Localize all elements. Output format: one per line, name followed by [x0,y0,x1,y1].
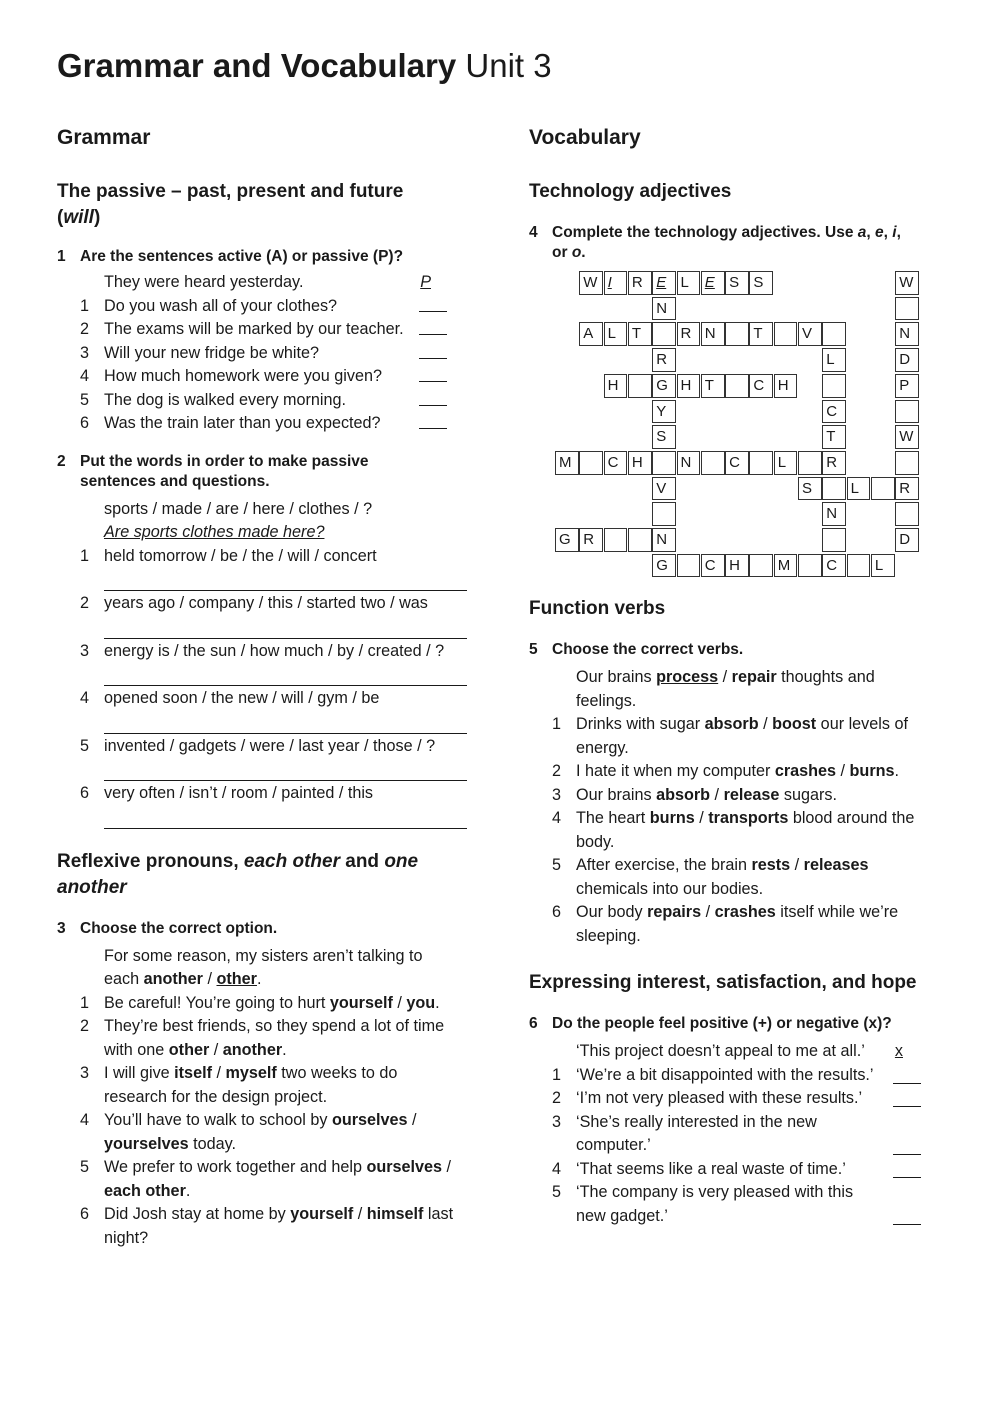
crossword-cell[interactable]: H [677,374,701,398]
exercise-1-list [57,271,447,436]
exercise-5-item: 4 The heart burns / transports blood around the body. [552,809,915,851]
crossword-cell[interactable]: I [604,271,628,295]
exercise-6-item: 3 ‘She’s really interested in the new computer.’ [529,1111,921,1158]
answer-blank[interactable] [893,1161,921,1178]
crossword-cell[interactable] [798,451,822,475]
exercise-5-item: 1 Drinks with sugar absorb / boost our levels of energy. [552,715,908,757]
option-2[interactable]: burns [849,762,895,780]
crossword-cell[interactable]: G [652,554,676,578]
crossword-cell[interactable]: A [579,322,603,346]
crossword-cell[interactable] [628,374,652,398]
example-answer: P [420,273,431,291]
exercise-3-item: 1 Be careful! You’re going to hurt yourself / you. [80,993,440,1012]
crossword-cell[interactable]: S [749,271,773,295]
crossword-cell[interactable]: R [677,322,701,346]
crossword-cell[interactable]: S [725,271,749,295]
crossword-cell[interactable]: W [895,425,919,449]
exercise-6-item: 4 ‘That seems like a real waste of time.’ [529,1158,921,1182]
reflexive-heading: Reflexive pronouns, each other and one another [57,850,419,898]
option-2[interactable]: transports [708,809,789,827]
exercise-1-instruction: 1 Are the sentences active (A) or passive (P)? [57,248,404,265]
option-2[interactable]: releases [803,856,869,874]
crossword-cell[interactable]: S [652,425,676,449]
crossword-cell[interactable]: C [822,400,846,424]
crossword-cell[interactable] [871,477,895,501]
exercise-4-instruction: 4 Complete the technology adjectives. Use a, e, i, or o. [529,224,901,261]
crossword-cell[interactable] [822,322,846,346]
crossword-cell[interactable]: N [701,322,725,346]
exercise-2-item: 6 very often / isn’t / room / painted / this [80,784,374,802]
exercise-6-instruction: 6 Do the people feel positive (+) or negative (x)? [529,1015,892,1032]
option-1[interactable]: yourself [290,1205,354,1223]
technology-adjectives-heading: Technology adjectives [529,181,732,202]
option-1[interactable]: repairs [647,903,702,921]
option-2[interactable]: boost [772,715,817,733]
exercise-1-example: They were heard yesterday. P [57,271,447,295]
crossword-cell[interactable]: E [652,271,676,295]
option-2[interactable]: himself [366,1205,424,1223]
option-2[interactable]: myself [225,1064,277,1082]
crossword-cell[interactable] [652,322,676,346]
crossword-cell[interactable] [725,374,749,398]
crossword-cell[interactable]: M [555,451,579,475]
crossword-cell[interactable]: E [701,271,725,295]
example-answer: x [894,1042,903,1060]
exercise-5-item: 6 Our body repairs / crashes itself while we’re sleeping. [552,903,899,945]
crossword-cell[interactable]: H [604,374,628,398]
exercise-2-item: 4 opened soon / the new / will / gym / be [80,689,380,707]
crossword-cell[interactable]: D [895,528,919,552]
crossword-cell[interactable]: R [895,477,919,501]
crossword-cell[interactable]: R [652,348,676,372]
exercise-2-list [57,498,467,829]
crossword-cell[interactable] [628,528,652,552]
exercise-3-item: 4 You’ll have to walk to school by ourselves / yourselves today. [80,1111,417,1153]
exercise-3-item: 6 Did Josh stay at home by yourself / himself last night? [80,1205,454,1247]
option-1[interactable]: crashes [774,762,837,780]
answer-blank[interactable] [419,412,447,429]
option-1[interactable]: burns [649,809,695,827]
option-2[interactable]: yourselves [104,1134,189,1153]
crossword-cell[interactable]: T [628,322,652,346]
exercise-1-item: 1 Do you wash all of your clothes? [57,295,447,319]
crossword-cell[interactable] [749,451,773,475]
crossword-cell[interactable]: T [749,322,773,346]
crossword-cell[interactable]: H [725,554,749,578]
crossword-cell[interactable]: S [798,477,822,501]
crossword-cell[interactable] [774,322,798,346]
crossword-cell[interactable] [822,477,846,501]
exercise-3-item: 3 I will give itself / myself two weeks to do research for the design project. [80,1064,398,1106]
option-1[interactable]: other [168,1040,210,1059]
exercise-1-item: 2 The exams will be marked by our teacher. [57,318,447,342]
crossword-cell[interactable]: L [604,322,628,346]
crossword-cell[interactable]: G [652,374,676,398]
function-verbs-heading: Function verbs [529,598,666,619]
exercise-1-item: 6 Was the train later than you expected? [57,412,447,436]
crossword-cell[interactable]: W [579,271,603,295]
crossword-cell[interactable] [579,451,603,475]
crossword-cell[interactable]: T [701,374,725,398]
crossword-cell[interactable]: R [579,528,603,552]
option-1[interactable]: ourselves [366,1158,443,1176]
grammar-column [57,124,477,1250]
answer-line[interactable] [104,663,467,686]
crossword-cell[interactable]: P [895,374,919,398]
crossword-cell[interactable] [725,322,749,346]
option-2[interactable]: release [723,785,780,804]
crossword-cell[interactable] [822,374,846,398]
answer-blank[interactable] [893,1208,921,1225]
answer-line[interactable] [104,568,467,591]
crossword-cell[interactable] [895,451,919,475]
option-2[interactable]: each other [104,1181,186,1200]
crossword-cell[interactable]: G [555,528,579,552]
crossword-cell[interactable]: H [774,374,798,398]
crossword-cell[interactable]: W [895,271,919,295]
exercise-5-item: 5 After exercise, the brain rests / releases chemicals into our bodies. [552,856,869,898]
exercise-2-item: 5 invented / gadgets / were / last year / those / ? [80,736,436,755]
crossword-cell[interactable]: C [822,554,846,578]
answer-blank[interactable] [893,1067,921,1084]
crossword-cell[interactable]: N [822,502,846,526]
crossword-cell[interactable] [798,554,822,578]
exercise-3-example: For some reason, my sisters aren’t talking to each another / other. [104,946,423,988]
option-2[interactable]: crashes [714,903,776,921]
crossword-cell[interactable]: L [822,348,846,372]
crossword-cell[interactable] [847,554,871,578]
crossword-cell[interactable]: D [895,348,919,372]
answer-blank[interactable] [419,295,447,312]
crossword-cell[interactable]: V [652,477,676,501]
crossword-cell[interactable]: M [774,554,798,578]
answer-blank[interactable] [893,1138,921,1155]
exercise-5-list [529,666,949,948]
crossword-cell[interactable]: H [628,451,652,475]
exercise-2-instruction: 2 Put the words in order to make passive sentences and questions. [57,452,369,490]
answer-blank[interactable] [419,365,447,382]
exercise-5-item: 3 Our brains absorb / release sugars. [552,785,837,804]
exercise-2-item: 1 held tomorrow / be / the / will / concert [80,546,377,565]
crossword-cell[interactable]: L [871,554,895,578]
answer-blank[interactable] [419,342,447,359]
crossword-cell[interactable]: T [822,425,846,449]
exercise-2-example-answer: Are sports clothes made here? [104,523,325,541]
exercise-6-list [529,1040,921,1228]
option-2[interactable]: you [406,993,436,1012]
exercise-3-item: 2 They’re best friends, so they spend a lot of time with one other / another. [80,1017,445,1059]
crossword-cell[interactable]: R [628,271,652,295]
crossword-cell[interactable]: C [604,451,628,475]
option-1[interactable]: ourselves [331,1111,408,1129]
exercise-6-item: 5 ‘The company is very pleased with this new gadget.’ [529,1181,921,1228]
crossword-grid [555,271,935,576]
passive-heading: The passive – past, present and future (will) [57,181,404,228]
crossword-cell[interactable]: L [774,451,798,475]
crossword-cell[interactable] [677,554,701,578]
crossword-cell[interactable] [604,528,628,552]
option-1[interactable]: rests [751,856,791,874]
exercise-1-item: 3 Will your new fridge be white? [57,342,447,366]
crossword-cell[interactable]: L [847,477,871,501]
crossword-cell[interactable]: V [798,322,822,346]
crossword-cell[interactable]: N [895,322,919,346]
answer-line[interactable] [104,758,467,781]
crossword-cell[interactable] [652,451,676,475]
crossword-cell[interactable]: C [725,451,749,475]
vocabulary-column [529,124,959,1228]
answer-line[interactable] [104,616,467,639]
crossword-cell[interactable]: R [822,451,846,475]
exercise-6-item: 2 ‘I’m not very pleased with these results.’ [529,1087,921,1111]
grammar-heading: Grammar [57,126,151,149]
exercise-3-list [57,945,477,1251]
crossword-cell[interactable] [701,451,725,475]
option-2[interactable]: another [222,1040,283,1059]
exercise-2-example-prompt: sports / made / are / here / clothes / ? [104,499,373,518]
page-title: Grammar and Vocabulary Unit 3 [57,47,552,84]
answer-line[interactable] [104,806,467,829]
crossword-cell[interactable]: C [701,554,725,578]
option-1[interactable]: yourself [329,993,393,1012]
exercise-3-instruction: 3 Choose the correct option. [57,919,278,937]
crossword-cell[interactable] [749,554,773,578]
expressing-heading: Expressing interest, satisfaction, and hope [529,972,917,993]
vocabulary-heading: Vocabulary [529,126,641,149]
crossword-cell[interactable] [895,297,919,321]
answer-line[interactable] [104,711,467,734]
option-1[interactable]: absorb [656,785,711,804]
option-1[interactable]: absorb [704,715,759,733]
crossword-cell[interactable] [822,528,846,552]
crossword-cell[interactable] [895,400,919,424]
exercise-5-instruction: 5 Choose the correct verbs. [529,641,744,658]
option-1[interactable]: itself [174,1064,212,1082]
crossword-cell[interactable]: N [652,297,676,321]
crossword-cell[interactable]: C [749,374,773,398]
answer-blank[interactable] [419,318,447,335]
exercise-6-example: ‘This project doesn’t appeal to me at all.’ x [529,1040,921,1064]
answer-blank[interactable] [893,1090,921,1107]
crossword-cell[interactable]: Y [652,400,676,424]
exercise-5-example: Our brains process / repair thoughts and feelings. [576,668,875,710]
crossword-cell[interactable] [895,502,919,526]
crossword-cell[interactable]: L [677,271,701,295]
exercise-2-item: 2 years ago / company / this / started two / was [80,594,428,612]
crossword-cell[interactable]: N [677,451,701,475]
crossword-cell[interactable]: N [652,528,676,552]
exercise-5-item: 2 I hate it when my computer crashes / burns. [552,762,900,780]
exercise-2-item: 3 energy is / the sun / how much / by / created / ? [80,641,445,660]
answer-blank[interactable] [419,389,447,406]
exercise-1-item: 5 The dog is walked every morning. [57,389,447,413]
crossword-cell[interactable] [652,502,676,526]
exercise-1-item: 4 How much homework were you given? [57,365,447,389]
exercise-6-item: 1 ‘We’re a bit disappointed with the results.’ [529,1064,921,1088]
exercise-3-item: 5 We prefer to work together and help ourselves / each other. [80,1158,452,1200]
